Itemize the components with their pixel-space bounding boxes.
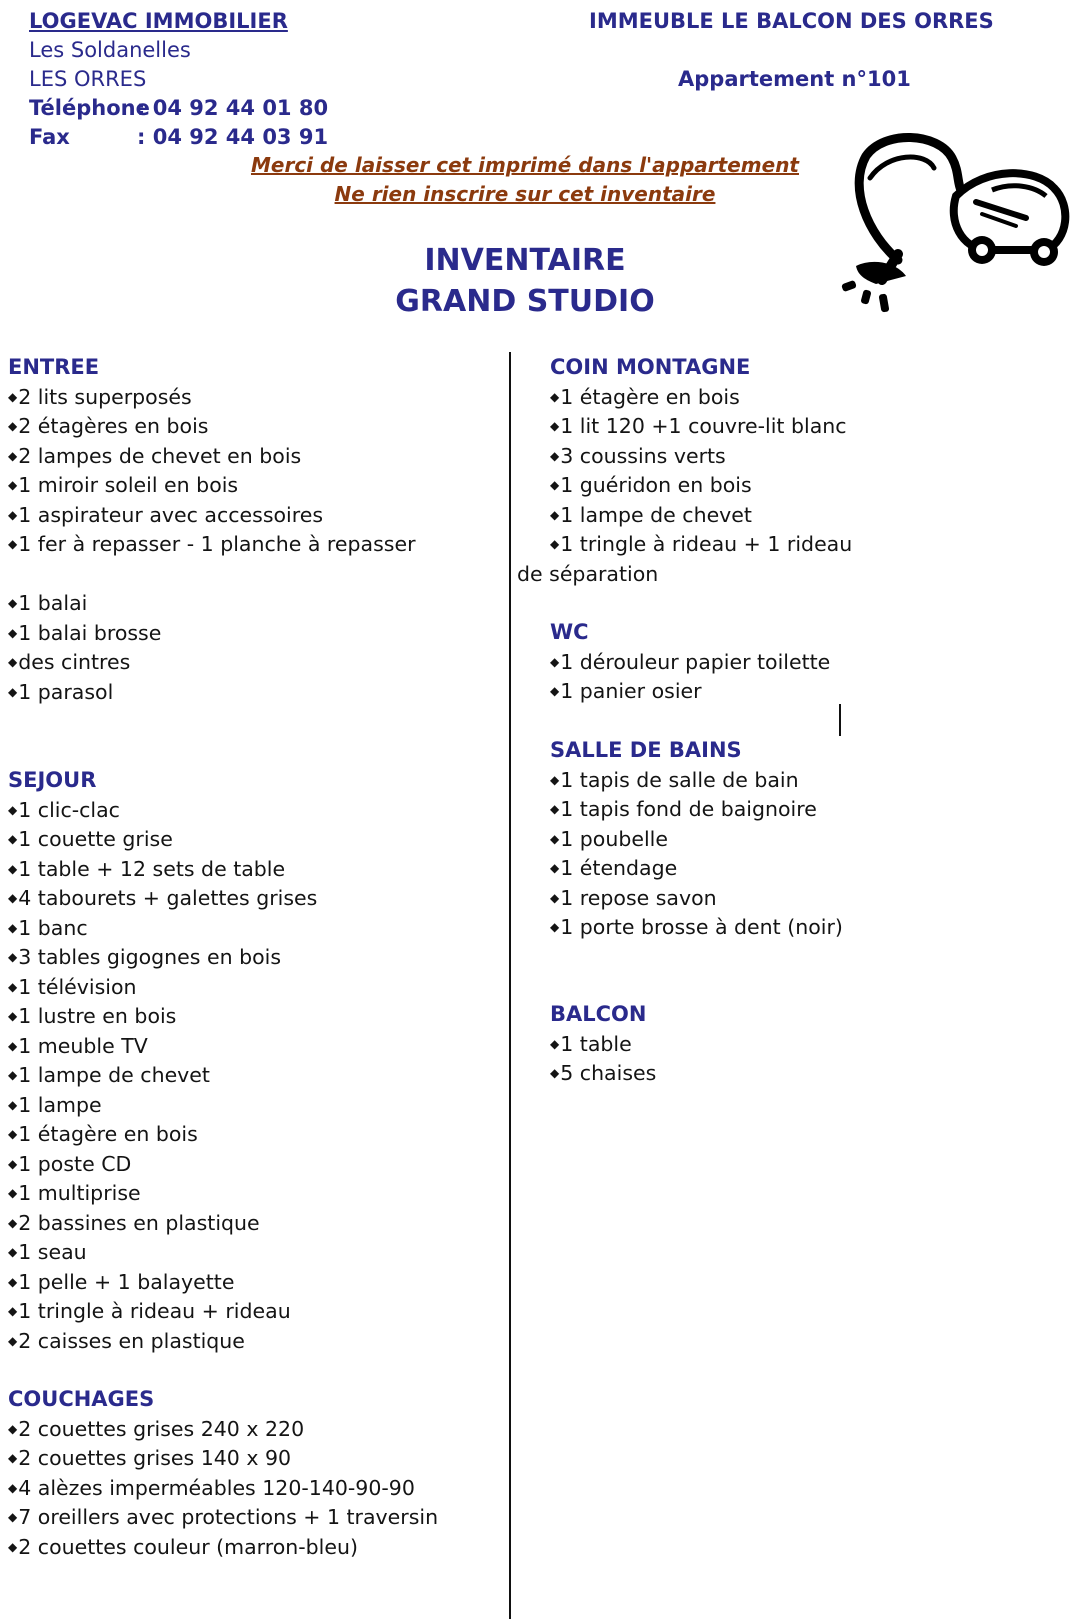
list-item-text: 1 étagère en bois: [560, 384, 740, 409]
list-item-text: 2 lampes de chevet en bois: [18, 443, 302, 468]
section-title-couchages: COUCHAGES: [8, 1387, 155, 1411]
list-item-text: 1 miroir soleil en bois: [18, 473, 239, 497]
list-item: [550, 913, 843, 943]
bullet-icon: ◆: [550, 861, 560, 875]
fax-label: Fax: [29, 125, 70, 149]
column-divider: [509, 352, 511, 1619]
list-item-text: 1 étagère en bois: [18, 1122, 198, 1146]
bullet-icon: ◆: [8, 950, 18, 964]
list-item: [8, 471, 416, 501]
fax-value: : 04 92 44 03 91: [137, 125, 329, 149]
list-item-text: 3 tables gigognes en bois: [18, 945, 282, 969]
list-item: [8, 442, 416, 472]
list-item-text: 5 chaises: [560, 1061, 657, 1085]
list-item: [8, 648, 416, 678]
list-item-text: 2 bassines en plastique: [18, 1210, 260, 1235]
coin-montagne-wrap-text: de séparation: [517, 562, 659, 586]
bullet-icon: ◆: [8, 861, 18, 876]
list-item-text: 3 coussins verts: [560, 443, 726, 468]
wc-list: [550, 648, 830, 707]
bullet-icon: ◆: [8, 832, 18, 846]
bullet-icon: ◆: [8, 655, 18, 669]
list-item-text: 1 clic-clac: [18, 797, 120, 822]
list-item-text: 1 tapis fond de baignoire: [560, 797, 817, 821]
bullet-icon: ◆: [8, 1539, 18, 1554]
list-item: [8, 383, 416, 413]
apartment-number: Appartement n°101: [678, 67, 911, 91]
list-item: [8, 796, 317, 826]
bullet-icon: ◆: [8, 478, 18, 492]
notice-keep-document: Merci de laisser cet imprimé dans l'appartement: [250, 153, 799, 177]
list-item: [8, 1002, 317, 1032]
entree-list-extra: [8, 589, 416, 707]
list-item: [8, 501, 416, 531]
list-item: [8, 1179, 317, 1209]
bullet-icon: ◆: [8, 1480, 18, 1495]
list-item-text: 1 étendage: [560, 856, 678, 880]
bullet-icon: ◆: [8, 1421, 18, 1436]
list-item: [550, 677, 830, 707]
bullet-icon: ◆: [550, 890, 560, 905]
list-item-text: 1 guéridon en bois: [560, 473, 752, 497]
bullet-icon: ◆: [550, 537, 560, 551]
list-item-text: 1 pelle + 1 balayette: [18, 1269, 235, 1294]
inventory-subtitle: GRAND STUDIO: [395, 284, 655, 319]
list-item: [550, 530, 852, 560]
bullet-icon: ◆: [8, 979, 18, 994]
list-item: [8, 973, 317, 1003]
bullet-icon: ◆: [8, 684, 18, 699]
list-item-text: 2 caisses en plastique: [18, 1328, 245, 1353]
list-item: [550, 412, 852, 442]
list-item: [550, 884, 843, 914]
list-item: [8, 1120, 317, 1150]
bullet-icon: ◆: [8, 625, 18, 640]
list-item-text: 2 couettes grises 240 x 220: [18, 1416, 305, 1441]
list-item: [550, 854, 843, 884]
bullet-icon: ◆: [8, 802, 18, 817]
list-item: [8, 589, 416, 619]
section-title-coin-montagne: COIN MONTAGNE: [550, 355, 751, 379]
bullet-icon: ◆: [8, 920, 18, 935]
list-item: [550, 795, 843, 825]
list-item: [8, 1150, 317, 1180]
list-item: [8, 855, 317, 885]
bullet-icon: ◆: [8, 1215, 18, 1230]
list-item: [8, 1297, 317, 1327]
list-item-text: 1 aspirateur avec accessoires: [18, 502, 324, 527]
list-item: [8, 1209, 317, 1239]
list-item: [8, 914, 317, 944]
list-item: [8, 412, 416, 442]
list-item: [8, 943, 317, 973]
list-item-text: 1 balai brosse: [18, 620, 162, 645]
list-item: [8, 619, 416, 649]
section-salle-de-bains: [550, 736, 843, 943]
bullet-icon: ◆: [8, 1009, 18, 1023]
bullet-icon: ◆: [550, 654, 560, 669]
bullet-icon: ◆: [8, 1274, 18, 1289]
couchages-list: [8, 1415, 438, 1563]
bullet-icon: ◆: [8, 1038, 18, 1053]
list-item-text: 1 télévision: [18, 974, 137, 999]
list-item: [8, 1415, 438, 1445]
bullet-icon: ◆: [8, 1304, 18, 1318]
list-item-text: 1 tringle à rideau + rideau: [18, 1299, 291, 1323]
list-item-text: 1 repose savon: [560, 885, 717, 910]
list-item-text: 1 fer à repasser - 1 planche à repasser: [18, 532, 416, 556]
inventory-title: INVENTAIRE: [424, 243, 626, 278]
bullet-icon: ◆: [550, 389, 560, 404]
phone-label: Téléphone: [29, 96, 150, 120]
list-item-text: 4 alèzes imperméables 120-140-90-90: [18, 1475, 415, 1500]
list-item-text: 1 poubelle: [560, 826, 668, 851]
list-item: [8, 1474, 438, 1504]
bullet-icon: ◆: [8, 448, 18, 463]
section-title-balcon: BALCON: [550, 1002, 647, 1026]
bullet-icon: ◆: [8, 1156, 18, 1171]
vacuum-cleaner-icon: [836, 130, 1080, 322]
bullet-icon: ◆: [550, 1066, 560, 1080]
list-item-text: 7 oreillers avec protections + 1 traversin: [18, 1505, 439, 1529]
sejour-list: [8, 796, 317, 1357]
list-item-text: 1 table: [560, 1031, 632, 1056]
list-item: [8, 1268, 317, 1298]
list-item: [8, 884, 317, 914]
bullet-icon: ◆: [550, 920, 560, 934]
list-item: [550, 648, 830, 678]
list-item: [550, 1030, 656, 1060]
list-item-text: 2 lits superposés: [18, 384, 192, 409]
bullet-icon: ◆: [8, 1186, 18, 1200]
list-item: [550, 766, 843, 796]
bullet-icon: ◆: [8, 1333, 18, 1348]
list-item-text: 1 tringle à rideau + 1 rideau: [560, 532, 853, 556]
notice-do-not-write: Ne rien inscrire sur cet inventaire: [334, 182, 716, 206]
list-item-text: 1 balai: [18, 591, 88, 615]
section-wc: [550, 618, 830, 707]
bullet-icon: ◆: [8, 419, 18, 433]
list-item-text: 1 lampe de chevet: [560, 502, 752, 527]
list-item-text: 1 lustre en bois: [18, 1004, 177, 1028]
bullet-icon: ◆: [550, 448, 560, 463]
entree-list: [8, 383, 416, 560]
list-item-text: des cintres: [18, 650, 131, 674]
list-item: [550, 471, 852, 501]
list-item: [8, 1032, 317, 1062]
list-item-text: 1 dérouleur papier toilette: [560, 649, 831, 674]
list-item-text: 1 porte brosse à dent (noir): [560, 915, 843, 939]
list-item: [8, 1238, 317, 1268]
agency-address-line: Les Soldanelles: [29, 38, 191, 62]
bullet-icon: ◆: [550, 1036, 560, 1051]
bullet-icon: ◆: [8, 507, 18, 522]
list-item-text: 1 lampe: [18, 1092, 102, 1117]
bullet-icon: ◆: [550, 684, 560, 698]
list-item-text: 1 table + 12 sets de table: [18, 856, 286, 881]
list-item-text: 1 seau: [18, 1240, 87, 1264]
agency-town: LES ORRES: [29, 67, 147, 91]
coin-montagne-list: [550, 383, 852, 560]
bullet-icon: ◆: [550, 507, 560, 522]
section-title-salle-de-bains: SALLE DE BAINS: [550, 738, 742, 762]
list-item: [550, 825, 843, 855]
list-item-text: 2 couettes grises 140 x 90: [18, 1446, 292, 1470]
section-balcon: [550, 1000, 656, 1089]
bullet-icon: ◆: [8, 596, 18, 610]
list-item: [550, 501, 852, 531]
list-item-text: 1 lampe de chevet: [18, 1063, 210, 1087]
list-item: [8, 1327, 317, 1357]
list-item: [8, 1061, 317, 1091]
section-couchages: [8, 1385, 438, 1562]
balcon-list: [550, 1030, 656, 1089]
bullet-icon: ◆: [550, 478, 560, 492]
list-item: [8, 825, 317, 855]
list-item: [550, 1059, 656, 1089]
list-item-text: 1 banc: [18, 915, 88, 940]
bullet-icon: ◆: [550, 772, 560, 787]
list-item-text: 1 lit 120 +1 couvre-lit blanc: [560, 414, 847, 438]
list-item: [8, 1091, 317, 1121]
bullet-icon: ◆: [550, 419, 560, 433]
list-item-text: 1 parasol: [18, 679, 114, 704]
bullet-icon: ◆: [8, 1127, 18, 1141]
list-item: [8, 1503, 438, 1533]
list-item-text: 1 multiprise: [18, 1181, 141, 1205]
section-title-entree: ENTREE: [8, 355, 100, 379]
list-item: [550, 383, 852, 413]
bullet-icon: ◆: [8, 389, 18, 404]
stray-vertical-mark: [839, 704, 841, 736]
bullet-icon: ◆: [8, 1245, 18, 1259]
list-item-text: 1 panier osier: [560, 679, 702, 703]
bullet-icon: ◆: [8, 1510, 18, 1524]
bullet-icon: ◆: [8, 537, 18, 551]
section-coin-montagne: [550, 353, 852, 560]
bullet-icon: ◆: [550, 831, 560, 846]
section-entree: [8, 353, 416, 707]
bullet-icon: ◆: [8, 891, 18, 905]
phone-value: : 04 92 44 01 80: [137, 96, 329, 120]
list-item: [550, 442, 852, 472]
building-name: IMMEUBLE LE BALCON DES ORRES: [589, 9, 994, 33]
list-item-text: 4 tabourets + galettes grises: [18, 886, 318, 910]
list-item: [8, 530, 416, 560]
bullet-icon: ◆: [8, 1451, 18, 1465]
section-title-sejour: SEJOUR: [8, 768, 97, 792]
list-item-text: 1 poste CD: [18, 1151, 132, 1176]
bullet-icon: ◆: [8, 1068, 18, 1082]
bullet-icon: ◆: [550, 802, 560, 816]
list-item: [8, 1444, 438, 1474]
list-item-text: 1 tapis de salle de bain: [560, 767, 799, 792]
section-title-wc: WC: [550, 620, 589, 644]
bullet-icon: ◆: [8, 1097, 18, 1112]
section-sejour: [8, 766, 317, 1356]
list-item: [8, 678, 416, 708]
list-item-text: 1 meuble TV: [18, 1033, 148, 1058]
list-item-text: 2 couettes couleur (marron-bleu): [18, 1534, 358, 1559]
agency-name: LOGEVAC IMMOBILIER: [29, 9, 288, 33]
list-item-text: 2 étagères en bois: [18, 414, 209, 438]
list-item-text: 1 couette grise: [18, 827, 173, 851]
list-item: [8, 1533, 438, 1563]
salle-de-bains-list: [550, 766, 843, 943]
